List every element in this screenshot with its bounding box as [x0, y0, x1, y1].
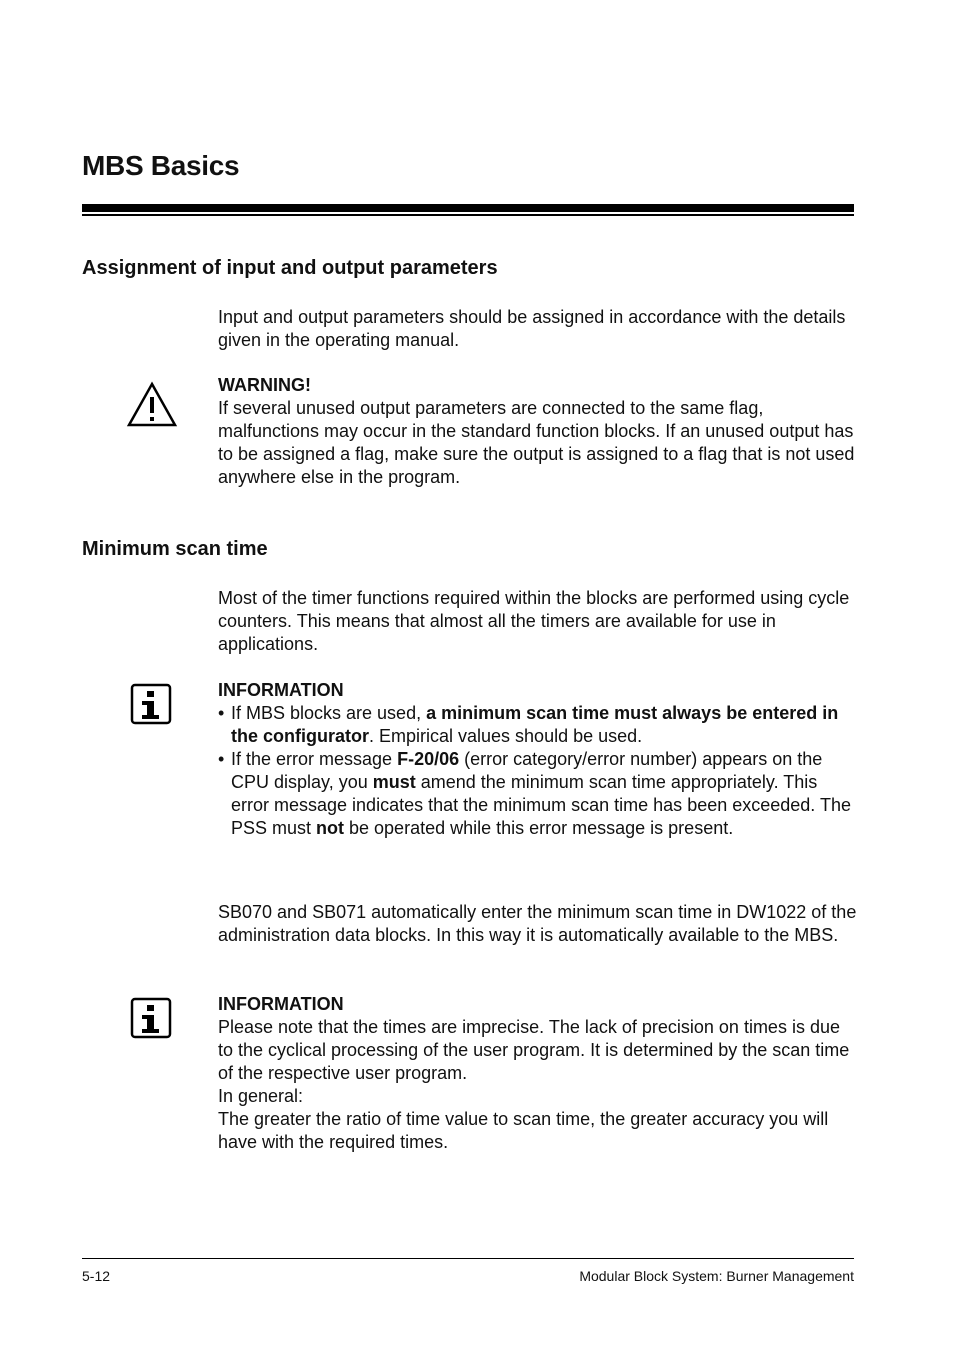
sb070-paragraph — [218, 901, 858, 947]
information-label: INFORMATION — [218, 680, 344, 700]
warning-box — [218, 374, 858, 489]
sb070-text: SB070 and SB071 automatically enter the minimum scan time in DW1022 of the administration data blocks. In this way it is automatically available to the MBS. — [218, 902, 857, 945]
assignment-paragraph — [218, 306, 858, 352]
information-icon — [126, 682, 178, 732]
info2-text-general: In general: — [218, 1086, 304, 1106]
scan-time-paragraph — [218, 587, 858, 656]
info-bullet-2: • If the error message F-20/06 (error category/error number) appears on the CPU display, you must amend the minimum scan time appropriately. This error message indicates that the minimum scan time has been exceeded. The PSS must not be operated while this error message is present. — [218, 748, 858, 840]
page-number: 5-12 — [82, 1268, 111, 1284]
page-title: MBS Basics — [82, 150, 240, 181]
assignment-text: Input and output parameters should be assigned in accordance with the details given in the operating manual. — [218, 307, 846, 350]
document-title: Modular Block System: Burner Management — [579, 1268, 854, 1284]
section-heading-scan-time: Minimum scan time — [82, 538, 268, 560]
scan-time-text: Most of the timer functions required within the blocks are performed using cycle counters. This means that almost all the timers are available for use in applications. — [218, 588, 850, 654]
info2-text-ratio: The greater the ratio of time value to scan time, the greater accuracy you will have with the required times. — [218, 1109, 829, 1152]
info-bullet-1: • If MBS blocks are used, a minimum scan time must always be entered in the configurator. Empirical values should be used. — [218, 702, 858, 748]
warning-label: WARNING! — [218, 375, 311, 395]
footer-rule — [82, 1258, 854, 1259]
information-label: INFORMATION — [218, 994, 344, 1014]
warning-text: If several unused output parameters are connected to the same flag, malfunctions may occur in the standard function blocks. If an unused output has to be assigned a flag, make sure the output is assigned to a flag that is not used anywhere else in the program. — [218, 398, 855, 487]
information-icon — [126, 996, 178, 1046]
section-heading-assignment: Assignment of input and output parameters — [82, 257, 498, 279]
warning-icon — [126, 380, 178, 430]
information-box-2 — [218, 993, 858, 1154]
title-rule — [82, 204, 854, 212]
information-box-1 — [218, 679, 858, 840]
info2-text: Please note that the times are imprecise. The lack of precision on times is due to the cyclical processing of the user program. It is determined by the scan time of the respective user program. — [218, 1017, 850, 1083]
title-rule-thin — [82, 214, 854, 216]
